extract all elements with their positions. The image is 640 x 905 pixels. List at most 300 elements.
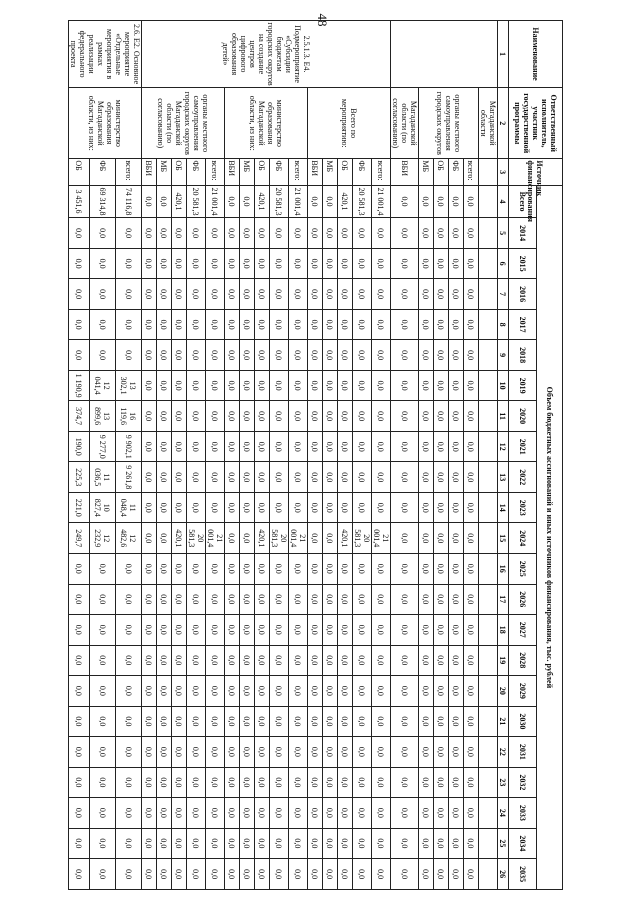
year-value: 0,0	[225, 798, 240, 829]
year-value: 21 001,4	[289, 523, 308, 554]
table-body	[69, 21, 498, 890]
year-value: 0,0	[255, 798, 270, 829]
year-value: 0,0	[240, 615, 255, 646]
year-value: 0,0	[157, 676, 172, 707]
responsible-executor: министерство образования Магаданской области, из них:	[225, 88, 308, 159]
year-value: 0,0	[464, 401, 479, 432]
year-value: 0,0	[323, 828, 338, 859]
total-value: 420,1	[255, 185, 270, 218]
year-value: 420,1	[172, 523, 187, 554]
year-value: 0,0	[289, 584, 308, 615]
year-value: 0,0	[353, 401, 372, 432]
year-value: 0,0	[142, 370, 157, 401]
year-value: 9 277,0	[89, 431, 115, 462]
year-value: 0,0	[308, 737, 323, 768]
year-value: 0,0	[225, 523, 240, 554]
year-value: 0,0	[270, 218, 289, 249]
year-value: 0,0	[289, 828, 308, 859]
year-value: 0,0	[142, 309, 157, 340]
year-value: 0,0	[142, 859, 157, 890]
year-value: 0,0	[270, 798, 289, 829]
year-value: 0,0	[255, 676, 270, 707]
empty-cell	[479, 706, 498, 737]
year-value: 0,0	[308, 370, 323, 401]
funding-source: ФБ	[449, 159, 464, 185]
year-value: 0,0	[372, 431, 391, 462]
year-value: 0,0	[323, 554, 338, 585]
year-value: 0,0	[419, 279, 434, 310]
year-value: 0,0	[338, 401, 353, 432]
year-value: 0,0	[464, 248, 479, 279]
year-value: 0,0	[338, 218, 353, 249]
year-value: 0,0	[464, 584, 479, 615]
year-value: 0,0	[157, 309, 172, 340]
year-value: 374,7	[69, 401, 90, 432]
year-value: 249,7	[69, 523, 90, 554]
year-value: 0,0	[187, 340, 206, 371]
year-value: 0,0	[449, 340, 464, 371]
header-year: 2031	[509, 737, 537, 768]
year-value: 0,0	[372, 370, 391, 401]
year-value: 0,0	[89, 767, 115, 798]
year-value: 0,0	[372, 462, 391, 493]
year-value: 0,0	[449, 767, 464, 798]
year-value: 0,0	[323, 431, 338, 462]
year-value: 0,0	[391, 737, 419, 768]
year-value: 0,0	[391, 370, 419, 401]
year-value: 0,0	[142, 523, 157, 554]
year-value: 0,0	[419, 218, 434, 249]
header-year: 2028	[509, 645, 537, 676]
year-value: 12 041,4	[89, 370, 115, 401]
year-value: 0,0	[372, 279, 391, 310]
year-value: 0,0	[206, 431, 225, 462]
year-value: 0,0	[434, 401, 449, 432]
year-value: 0,0	[323, 401, 338, 432]
year-value: 0,0	[69, 218, 90, 249]
year-value: 0,0	[391, 492, 419, 523]
year-value: 0,0	[225, 401, 240, 432]
year-value: 0,0	[187, 706, 206, 737]
year-value: 0,0	[270, 492, 289, 523]
year-value: 0,0	[187, 431, 206, 462]
total-value: 20 581,3	[187, 185, 206, 218]
year-value: 0,0	[240, 584, 255, 615]
year-value: 0,0	[187, 554, 206, 585]
year-value: 0,0	[449, 645, 464, 676]
year-value: 0,0	[308, 767, 323, 798]
year-value: 0,0	[240, 340, 255, 371]
year-value: 0,0	[142, 706, 157, 737]
year-value: 0,0	[225, 767, 240, 798]
year-value: 0,0	[142, 492, 157, 523]
year-value: 0,0	[157, 248, 172, 279]
section-name: 2.5.1.3. Е4. Подмероприятие «Субсидии бюджетам городских округов на создание центров цифрового образования детей»	[142, 21, 391, 88]
year-value: 0,0	[391, 401, 419, 432]
year-value: 0,0	[115, 584, 141, 615]
empty-cell	[479, 309, 498, 340]
year-value: 0,0	[419, 737, 434, 768]
year-value: 0,0	[270, 248, 289, 279]
year-value: 0,0	[270, 737, 289, 768]
year-value: 0,0	[464, 828, 479, 859]
year-value: 0,0	[206, 370, 225, 401]
year-value: 0,0	[289, 676, 308, 707]
year-value: 0,0	[289, 706, 308, 737]
year-value: 0,0	[434, 645, 449, 676]
column-number: 2	[498, 88, 509, 159]
empty-cell	[479, 523, 498, 554]
year-value: 190,0	[69, 431, 90, 462]
year-value: 0,0	[157, 828, 172, 859]
year-value: 0,0	[206, 309, 225, 340]
year-value: 0,0	[157, 706, 172, 737]
year-value: 0,0	[225, 554, 240, 585]
year-value: 0,0	[323, 523, 338, 554]
year-value: 0,0	[240, 370, 255, 401]
year-value: 0,0	[289, 554, 308, 585]
year-value: 0,0	[353, 431, 372, 462]
column-number: 15	[498, 523, 509, 554]
year-value: 0,0	[115, 340, 141, 371]
year-value: 0,0	[240, 828, 255, 859]
year-value: 0,0	[172, 248, 187, 279]
table-row	[372, 21, 391, 890]
total-value: 21 001,4	[206, 185, 225, 218]
year-value: 0,0	[353, 584, 372, 615]
year-value: 0,0	[172, 218, 187, 249]
year-value: 0,0	[449, 706, 464, 737]
year-value: 0,0	[69, 767, 90, 798]
year-value: 0,0	[89, 615, 115, 646]
year-value: 13 302,1	[115, 370, 141, 401]
year-value: 0,0	[449, 554, 464, 585]
year-value: 0,0	[270, 706, 289, 737]
funding-source: МБ	[323, 159, 338, 185]
year-value: 0,0	[449, 370, 464, 401]
section-name	[391, 21, 498, 88]
year-value: 0,0	[419, 676, 434, 707]
year-value: 0,0	[323, 615, 338, 646]
header-volume: Объем бюджетных ассигнований и иных источников финансирования, тыс. рублей	[537, 185, 563, 889]
year-value: 0,0	[206, 706, 225, 737]
year-value: 0,0	[372, 554, 391, 585]
year-value: 20 581,3	[270, 523, 289, 554]
year-value: 0,0	[353, 248, 372, 279]
year-value: 0,0	[270, 279, 289, 310]
year-value: 0,0	[270, 676, 289, 707]
year-value: 0,0	[225, 859, 240, 890]
year-value: 0,0	[240, 462, 255, 493]
year-value: 0,0	[434, 431, 449, 462]
year-value: 0,0	[419, 554, 434, 585]
year-value: 0,0	[434, 554, 449, 585]
year-value: 0,0	[323, 218, 338, 249]
year-value: 21 001,4	[372, 523, 391, 554]
year-value: 0,0	[187, 859, 206, 890]
total-value: 0,0	[419, 185, 434, 218]
year-value: 0,0	[338, 737, 353, 768]
year-value: 9 902,1	[115, 431, 141, 462]
header-year: 2016	[509, 279, 537, 310]
year-value: 0,0	[187, 584, 206, 615]
year-value: 0,0	[172, 554, 187, 585]
year-value: 0,0	[338, 645, 353, 676]
header-year: 2018	[509, 340, 537, 371]
year-value: 0,0	[338, 248, 353, 279]
year-value: 0,0	[353, 370, 372, 401]
year-value: 0,0	[338, 584, 353, 615]
column-number: 10	[498, 370, 509, 401]
year-value: 0,0	[225, 828, 240, 859]
year-value: 0,0	[157, 340, 172, 371]
year-value: 0,0	[434, 370, 449, 401]
column-number: 24	[498, 798, 509, 829]
year-value: 0,0	[338, 828, 353, 859]
year-value: 0,0	[225, 340, 240, 371]
year-value: 0,0	[338, 370, 353, 401]
year-value: 0,0	[157, 370, 172, 401]
year-value: 0,0	[89, 706, 115, 737]
year-value: 0,0	[391, 462, 419, 493]
year-value: 0,0	[434, 492, 449, 523]
year-value: 0,0	[372, 706, 391, 737]
year-value: 0,0	[353, 676, 372, 707]
year-value: 0,0	[157, 492, 172, 523]
empty-cell	[479, 431, 498, 462]
year-value: 0,0	[323, 706, 338, 737]
header-year: 2015	[509, 248, 537, 279]
year-value: 0,0	[255, 401, 270, 432]
year-value: 0,0	[240, 645, 255, 676]
header-year: 2017	[509, 309, 537, 340]
year-value: 0,0	[240, 279, 255, 310]
year-value: 0,0	[225, 431, 240, 462]
year-value: 0,0	[353, 554, 372, 585]
year-value: 0,0	[142, 584, 157, 615]
year-value: 0,0	[289, 462, 308, 493]
empty-cell	[479, 828, 498, 859]
year-value: 0,0	[187, 798, 206, 829]
table-header	[498, 21, 563, 890]
year-value: 0,0	[464, 706, 479, 737]
year-value: 16 119,6	[115, 401, 141, 432]
year-value: 0,0	[308, 401, 323, 432]
year-value: 0,0	[89, 645, 115, 676]
year-value: 0,0	[89, 828, 115, 859]
year-value: 0,0	[187, 676, 206, 707]
year-value: 0,0	[142, 828, 157, 859]
year-value: 0,0	[289, 737, 308, 768]
year-value: 0,0	[187, 615, 206, 646]
year-value: 0,0	[353, 645, 372, 676]
year-value: 0,0	[419, 431, 434, 462]
year-value: 0,0	[115, 859, 141, 890]
year-value: 20 581,3	[187, 523, 206, 554]
year-value: 0,0	[338, 492, 353, 523]
year-value: 0,0	[89, 676, 115, 707]
total-value: 21 001,4	[289, 185, 308, 218]
year-value: 0,0	[115, 676, 141, 707]
year-value: 0,0	[308, 523, 323, 554]
year-value: 0,0	[308, 645, 323, 676]
column-number: 12	[498, 431, 509, 462]
year-value: 0,0	[434, 523, 449, 554]
year-value: 0,0	[270, 554, 289, 585]
year-value: 0,0	[338, 859, 353, 890]
year-value: 0,0	[206, 462, 225, 493]
year-value: 0,0	[391, 859, 419, 890]
header-source: Источник финансирования	[509, 159, 563, 185]
header-name: Наименование	[509, 21, 563, 88]
year-value: 0,0	[323, 492, 338, 523]
year-value: 0,0	[206, 279, 225, 310]
year-value: 0,0	[308, 218, 323, 249]
year-value: 0,0	[323, 248, 338, 279]
year-value: 0,0	[255, 279, 270, 310]
year-value: 0,0	[115, 767, 141, 798]
year-value: 0,0	[142, 554, 157, 585]
year-value: 0,0	[308, 248, 323, 279]
funding-source: МБ	[157, 159, 172, 185]
year-value: 0,0	[255, 615, 270, 646]
year-value: 0,0	[449, 798, 464, 829]
year-value: 0,0	[464, 431, 479, 462]
year-value: 0,0	[89, 554, 115, 585]
year-value: 0,0	[255, 309, 270, 340]
year-value: 0,0	[434, 279, 449, 310]
year-value: 0,0	[89, 737, 115, 768]
year-value: 0,0	[89, 584, 115, 615]
column-number: 7	[498, 279, 509, 310]
empty-cell	[479, 584, 498, 615]
year-value: 0,0	[372, 340, 391, 371]
year-value: 0,0	[323, 462, 338, 493]
year-value: 0,0	[206, 828, 225, 859]
header-year: 2033	[509, 798, 537, 829]
total-value: 0,0	[323, 185, 338, 218]
year-value: 0,0	[464, 462, 479, 493]
year-value: 0,0	[206, 340, 225, 371]
year-value: 0,0	[225, 615, 240, 646]
funding-source: ОБ	[338, 159, 353, 185]
year-value: 0,0	[69, 279, 90, 310]
year-value: 0,0	[69, 554, 90, 585]
year-value: 0,0	[240, 248, 255, 279]
year-value: 0,0	[157, 859, 172, 890]
table-row	[289, 21, 308, 890]
table-row	[464, 21, 479, 890]
year-value: 0,0	[353, 309, 372, 340]
year-value: 0,0	[142, 615, 157, 646]
year-value: 0,0	[289, 279, 308, 310]
year-value: 0,0	[464, 554, 479, 585]
year-value: 0,0	[464, 492, 479, 523]
year-value: 0,0	[89, 218, 115, 249]
year-value: 0,0	[225, 279, 240, 310]
column-number: 16	[498, 554, 509, 585]
year-value: 0,0	[464, 859, 479, 890]
year-value: 0,0	[323, 340, 338, 371]
year-value: 0,0	[419, 492, 434, 523]
year-value: 0,0	[391, 340, 419, 371]
total-value: 69 314,8	[89, 185, 115, 218]
funding-source: МБ	[419, 159, 434, 185]
year-value: 0,0	[289, 248, 308, 279]
year-value: 0,0	[353, 828, 372, 859]
year-value: 0,0	[240, 767, 255, 798]
year-value: 0,0	[172, 737, 187, 768]
year-value: 0,0	[434, 218, 449, 249]
year-value: 0,0	[69, 676, 90, 707]
year-value: 0,0	[449, 401, 464, 432]
funding-source: всего:	[289, 159, 308, 185]
header-year: 2023	[509, 492, 537, 523]
responsible-executor: министерство образования Магаданской области, из них:	[69, 88, 142, 159]
year-value: 0,0	[187, 279, 206, 310]
responsible-executor: органы местного самоуправления городских округов	[419, 88, 479, 159]
year-value: 0,0	[434, 737, 449, 768]
year-value: 0,0	[240, 676, 255, 707]
year-value: 0,0	[353, 859, 372, 890]
year-value: 0,0	[419, 828, 434, 859]
year-value: 0,0	[270, 615, 289, 646]
empty-cell	[479, 159, 498, 185]
year-value: 0,0	[225, 309, 240, 340]
year-value: 0,0	[419, 523, 434, 554]
year-value: 0,0	[372, 309, 391, 340]
year-value: 0,0	[353, 218, 372, 249]
year-value: 0,0	[449, 462, 464, 493]
column-number: 23	[498, 767, 509, 798]
year-value: 0,0	[157, 584, 172, 615]
total-value: 20 581,3	[270, 185, 289, 218]
year-value: 0,0	[172, 706, 187, 737]
year-value: 0,0	[419, 615, 434, 646]
funding-source: всего:	[206, 159, 225, 185]
year-value: 0,0	[372, 859, 391, 890]
rotated-table-container	[18, 20, 563, 890]
header-year: 2026	[509, 584, 537, 615]
year-value: 0,0	[372, 737, 391, 768]
header-year: 2024	[509, 523, 537, 554]
year-value: 0,0	[89, 340, 115, 371]
year-value: 0,0	[157, 462, 172, 493]
year-value: 0,0	[391, 554, 419, 585]
total-value: 0,0	[142, 185, 157, 218]
year-value: 0,0	[419, 462, 434, 493]
year-value: 11 036,5	[89, 462, 115, 493]
year-value: 0,0	[240, 492, 255, 523]
header-year: 2032	[509, 767, 537, 798]
year-value: 0,0	[419, 859, 434, 890]
year-value: 0,0	[464, 340, 479, 371]
year-value: 0,0	[338, 279, 353, 310]
year-value: 0,0	[449, 828, 464, 859]
year-value: 0,0	[255, 828, 270, 859]
year-value: 0,0	[338, 431, 353, 462]
year-value: 0,0	[187, 462, 206, 493]
year-value: 0,0	[353, 706, 372, 737]
year-value: 0,0	[353, 737, 372, 768]
year-value: 221,0	[69, 492, 90, 523]
year-value: 0,0	[206, 584, 225, 615]
year-value: 11 048,4	[115, 492, 141, 523]
year-value: 0,0	[240, 798, 255, 829]
year-value: 0,0	[69, 309, 90, 340]
year-value: 0,0	[142, 431, 157, 462]
funding-source: ОБ	[434, 159, 449, 185]
